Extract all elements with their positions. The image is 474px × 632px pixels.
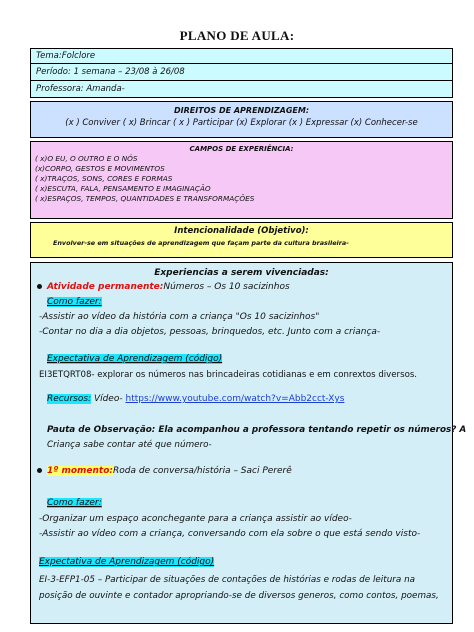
periodo-text: Período: 1 semana – 23/08 à 26/08 <box>36 67 185 77</box>
expectativa-text-2: Expectativa de Aprendizagem (código) <box>39 557 215 567</box>
momento-line <box>37 466 292 476</box>
tema-text: Tema:Folclore <box>36 51 96 61</box>
pauta-line-2: Criança sabe contar até que número- <box>47 440 212 450</box>
expectativa-label-2 <box>39 557 214 567</box>
atividade-label: Atividade permanente: <box>47 282 164 292</box>
codigo-1: EI3ETQRT08- explorar os números nas brincadeiras cotidianas e em conrextos diversos. <box>39 370 418 380</box>
recursos-text: Vídeo- <box>93 394 123 404</box>
recursos-label: Recursos: <box>47 394 92 404</box>
direitos-items: (x ) Conviver ( x) Brincar ( x ) Participar (x) Explorar (x ) Expressar (x) Conhecer-se <box>65 118 418 128</box>
objetivo-section <box>30 222 453 258</box>
momento-label: 1º momento: <box>47 466 114 476</box>
objetivo-heading: Intencionalidade (Objetivo): <box>174 226 309 236</box>
atividade-line <box>37 282 290 292</box>
campos-heading: CAMPOS DE EXPERIÊNCIA: <box>189 145 294 153</box>
pauta-line-1: Pauta de Observação: Ela acompanhou a professora tentando repetir os números? A <box>47 425 467 435</box>
af-line-1: -Assistir ao vídeo da história com a criança "Os 10 sacizinhos" <box>39 312 320 322</box>
professora-row <box>30 81 453 98</box>
periodo-row <box>30 64 453 81</box>
expectativa-text-1: Expectativa de Aprendizagem (código) <box>47 354 223 364</box>
page-title: PLANO DE AULA: <box>179 28 295 43</box>
campos-list <box>31 154 452 204</box>
como-fazer-text: Como fazer: <box>47 297 102 307</box>
experiencias-section <box>30 262 467 624</box>
af-line-2: -Contar no dia a dia objetos, pessoas, brinquedos, etc. Junto com a criança- <box>39 327 381 337</box>
codigo-2-line-2: posição de ouvinte e contador apropriando-se de diversos generos, como contos, poemas, <box>39 591 439 601</box>
campo-item: ( x)O EU, O OUTRO E O NÓS <box>35 154 138 163</box>
bullet-icon <box>37 284 42 289</box>
codigo-2-line-1: EI-3-EFP1-05 – Participar de situações de contações de histórias e rodas de leitura na <box>39 575 416 585</box>
como-fazer-label-2 <box>47 498 102 508</box>
professora-text: Professora: Amanda- <box>36 84 125 94</box>
campo-item: (x)CORPO, GESTOS E MOVIMENTOS <box>35 164 165 173</box>
m-line-2: -Assistir ao vídeo com a criança, conversando com ela sobre o que está sendo visto- <box>39 529 421 539</box>
experiencias-heading: Experiencias a serem vivenciadas: <box>154 268 329 278</box>
como-fazer-label <box>47 297 102 307</box>
expectativa-label-1 <box>47 354 222 364</box>
bullet-icon <box>37 468 42 473</box>
campo-item: ( x)ESCUTA, FALA, PENSAMENTO E IMAGINAÇÃO <box>35 184 211 193</box>
campos-section <box>30 141 453 219</box>
video-link[interactable]: https://www.youtube.com/watch?v=Abb2cct-Xys <box>125 394 345 404</box>
momento-text: Roda de conversa/história – Saci Pererê <box>113 466 292 476</box>
objetivo-text: Envolver-se em situações de aprendizagem que façam parte da cultura brasileira- <box>53 239 349 247</box>
como-fazer-text-2: Como fazer: <box>47 498 102 508</box>
recursos-line <box>47 394 344 404</box>
campo-item: ( x)TRAÇOS, SONS, CORES E FORMAS <box>35 174 173 183</box>
m-line-1: -Organizar um espaço aconchegante para a criança assistir ao vídeo- <box>39 514 352 524</box>
tema-row <box>30 48 453 64</box>
direitos-heading: DIREITOS DE APRENDIZAGEM: <box>173 106 310 115</box>
direitos-section <box>30 101 453 138</box>
atividade-text: Números – Os 10 sacizinhos <box>163 282 290 292</box>
campo-item: ( x)ESPAÇOS, TEMPOS, QUANTIDADES E TRANSFORMAÇÕES <box>35 194 255 203</box>
